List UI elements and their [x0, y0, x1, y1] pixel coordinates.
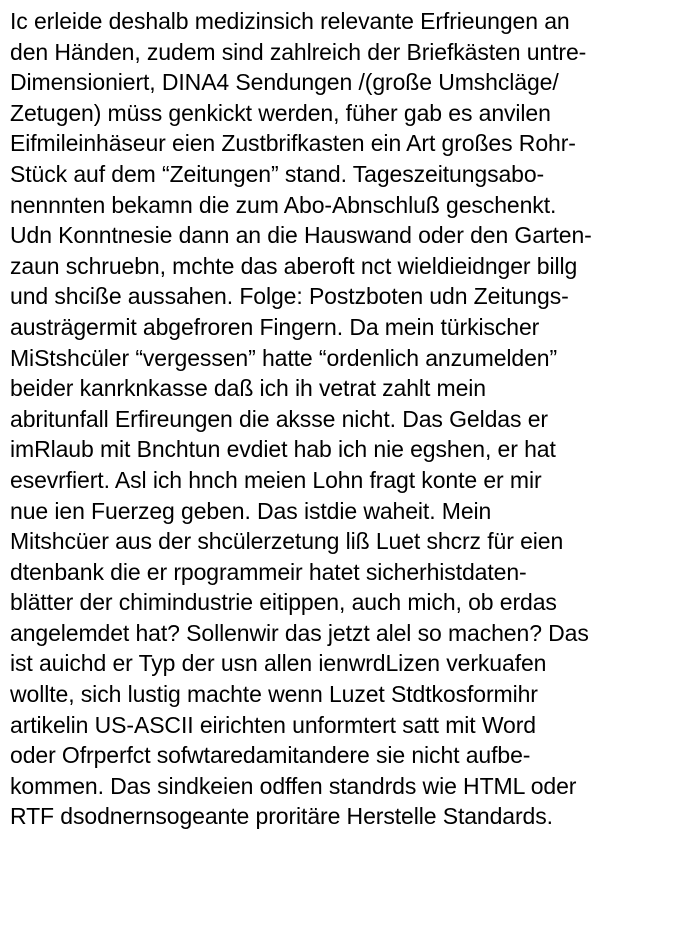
text-line: abritunfall Erfireungen die aksse nicht. Das Geldas er: [10, 405, 548, 432]
text-line: angelemdet hat? Sollenwir das jetzt alel so machen? Das: [10, 619, 589, 646]
text-line: imRlaub mit Bnchtun evdiet hab ich nie egshen, er hat: [10, 436, 556, 463]
text-line: Dimensioniert, DINA4 Sendungen /(große Umshcläge/: [10, 69, 559, 96]
text-line: oder Ofrperfct sofwtaredamitandere sie nicht aufbe-: [10, 742, 531, 769]
text-line: den Händen, zudem sind zahlreich der Briefkästen untre-: [10, 38, 587, 65]
document-page: [10, 6, 680, 832]
text-line: kommen. Das sindkeien odffen standrds wie HTML oder: [10, 772, 577, 799]
text-line: und shcißе aussahen. Folge: Postzboten udn Zeitungs-: [10, 283, 569, 310]
text-line: MiStshcüler “vergessen” hatte “ordenlich anzumelden”: [10, 344, 558, 371]
text-line: RTF dsodnernsogeante proritäre Herstelle Standards.: [10, 803, 553, 830]
text-line: Stück auf dem “Zeitungen” stand. Tageszeitungsabo-: [10, 160, 545, 187]
text-line: Mitshcüer aus der shcülerzetung liß Luet shcrz für eien: [10, 528, 564, 555]
text-line: blätter der chimindustrie eitippen, auch mich, ob erdas: [10, 589, 557, 616]
text-line: wollte, sich lustig machte wenn Luzet Stdtkosformihr: [10, 681, 538, 708]
text-line: ist auichd er Typ der usn allen ienwrdLizen verkuafen: [10, 650, 547, 677]
text-line: zaun schruebn, mchte das aberoft nct wieldieidnger billg: [10, 252, 578, 279]
text-line: artikelin US-ASCII eirichten unformtert satt mit Word: [10, 711, 536, 738]
text-line: austrägermit abgefroren Fingern. Da mein türkischer: [10, 313, 540, 340]
text-line: Eifmileinhäseur eien Zustbrifkasten ein Art großes Rohr-: [10, 130, 576, 157]
text-line: Zetugen) müss genkickt werden, füher gab es anvilen: [10, 99, 551, 126]
text-line: dtenbank die er rpogrammeir hatet sicherhistdaten-: [10, 558, 527, 585]
text-line: nue ien Fuerzeg geben. Das istdie waheit. Mein: [10, 497, 492, 524]
text-line: Udn Konntnesie dann an die Hauswand oder den Garten-: [10, 222, 592, 249]
text-line: Ic erleide deshalb medizinsich relevante Erfrieungen an: [10, 8, 570, 34]
text-line: beider kanrknkasse daß ich ih vetrat zahlt mein: [10, 375, 486, 402]
text-line: esevrfiert. Asl ich hnch meien Lohn fragt konte er mir: [10, 466, 542, 493]
text-line: nennnten bekamn die zum Abo-Abnschluß geschenkt.: [10, 191, 557, 218]
